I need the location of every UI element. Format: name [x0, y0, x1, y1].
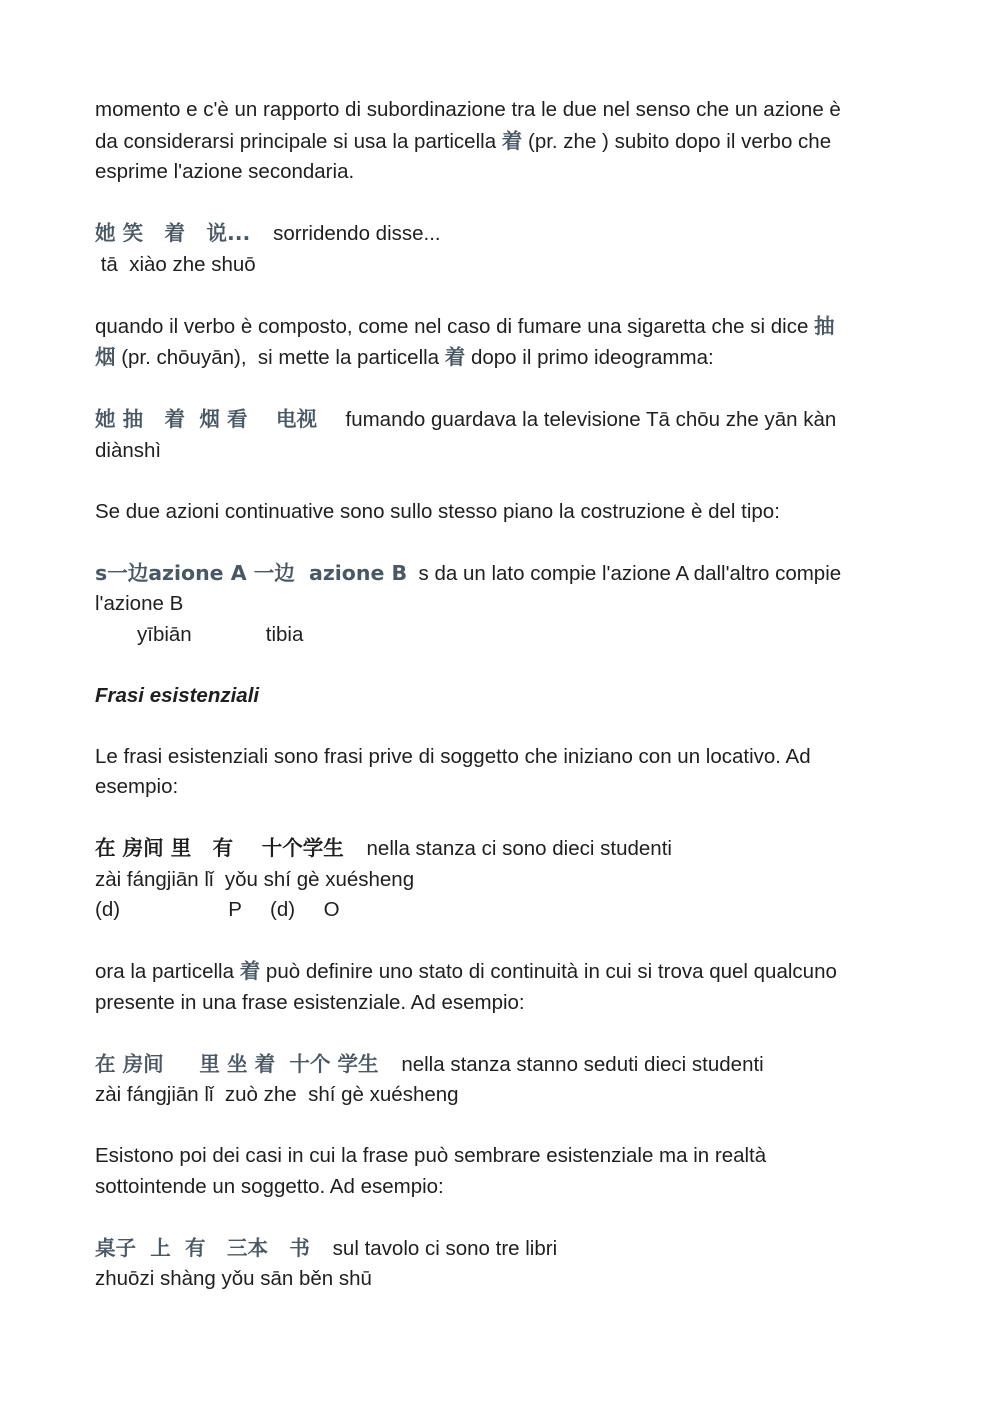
- paragraph-line: esprime l'azione secondaria.: [95, 160, 355, 183]
- example-translation: sorridendo disse...: [273, 222, 441, 245]
- example-hanzi: 桌子 上 有 三本 书: [95, 1235, 310, 1260]
- paragraph-line: Esistono poi dei casi in cui la frase può sembrare esistenziale ma in realtà: [95, 1144, 767, 1167]
- hanzi-particle: 着: [501, 128, 523, 153]
- text-span: ora la particella: [95, 960, 240, 983]
- example-pinyin: tā xiào zhe shuō: [100, 252, 256, 276]
- example-hanzi: 在 房间 里 有 十个学生: [95, 836, 344, 860]
- example-translation: l'azione B: [95, 592, 184, 615]
- example-hanzi: 她 笑 着 说...: [95, 221, 251, 245]
- paragraph-line: Se due azioni continuative sono sullo stesso piano la costruzione è del tipo:: [95, 499, 780, 523]
- example-translation: sul tavolo ci sono tre libri: [332, 1236, 558, 1260]
- document-page: [95, 95, 910, 1295]
- text-span: dopo il primo ideogramma:: [465, 346, 714, 369]
- text-span: (pr. chōuyān), si mette la particella: [115, 346, 445, 369]
- example-line: [95, 1233, 910, 1265]
- paragraph-line: esempio:: [95, 775, 179, 798]
- example-hanzi: 在 房间 里 坐 着 十个 学生: [95, 1051, 379, 1076]
- paragraph-line: Le frasi esistenziali sono frasi prive di soggetto che iniziano con un locativo. Ad: [95, 744, 811, 768]
- example-hanzi: 她 抽 着 烟 看 电视: [95, 407, 318, 431]
- text-span: può definire uno stato di continuità in cui si trova quel qualcuno: [260, 960, 837, 983]
- text-span: quando il verbo è composto, come nel caso di fumare una sigaretta che si dice: [95, 314, 815, 338]
- hanzi-particle: 着: [239, 959, 261, 983]
- paragraph-line: sottointende un soggetto. Ad esempio:: [95, 1174, 444, 1198]
- paragraph-line: [95, 126, 910, 158]
- paragraph-line: [95, 956, 910, 988]
- example-pinyin: zài fángjiān lǐ zuò zhe shí gè xuésheng: [95, 1083, 459, 1106]
- example-gloss: (d) P (d) O: [95, 898, 340, 921]
- example-pinyin: zhuōzi shàng yǒu sān běn shū: [95, 1267, 372, 1290]
- example-line: [95, 558, 910, 590]
- example-line: [95, 404, 910, 436]
- hanzi-word: 烟: [95, 345, 116, 369]
- example-translation: s da un lato compie l'azione A dall'altro compie: [418, 561, 842, 585]
- paragraph-line: [95, 342, 910, 374]
- paragraph-line: momento e c'è un rapporto di subordinazione tra le due nel senso che un azione è: [95, 98, 841, 121]
- text-span: da considerarsi principale si usa la particella: [95, 129, 502, 153]
- example-translation: fumando guardava la televisione Tā chōu zhe yān kàn: [345, 408, 837, 431]
- hanzi-word: 抽: [814, 313, 835, 338]
- example-line: [95, 1049, 910, 1081]
- text-span: (pr. zhe ) subito dopo il verbo che: [522, 129, 832, 153]
- example-pinyin: zài fángjiān lǐ yǒu shí gè xuésheng: [95, 867, 415, 891]
- example-pinyin: yībiān tibia: [137, 622, 304, 646]
- section-heading: Frasi esistenziali: [95, 683, 260, 707]
- example-translation: nella stanza ci sono dieci studenti: [366, 837, 672, 860]
- example-translation: nella stanza stanno seduti dieci studenti: [401, 1052, 764, 1076]
- paragraph-line: presente in una frase esistenziale. Ad esempio:: [95, 990, 525, 1014]
- paragraph-line: [95, 311, 910, 343]
- example-hanzi: s一边azione A 一边 azione B: [95, 560, 408, 585]
- hanzi-particle: 着: [444, 345, 466, 369]
- example-line: [95, 833, 910, 865]
- example-translation: diànshì: [95, 438, 162, 462]
- example-line: [95, 218, 910, 250]
